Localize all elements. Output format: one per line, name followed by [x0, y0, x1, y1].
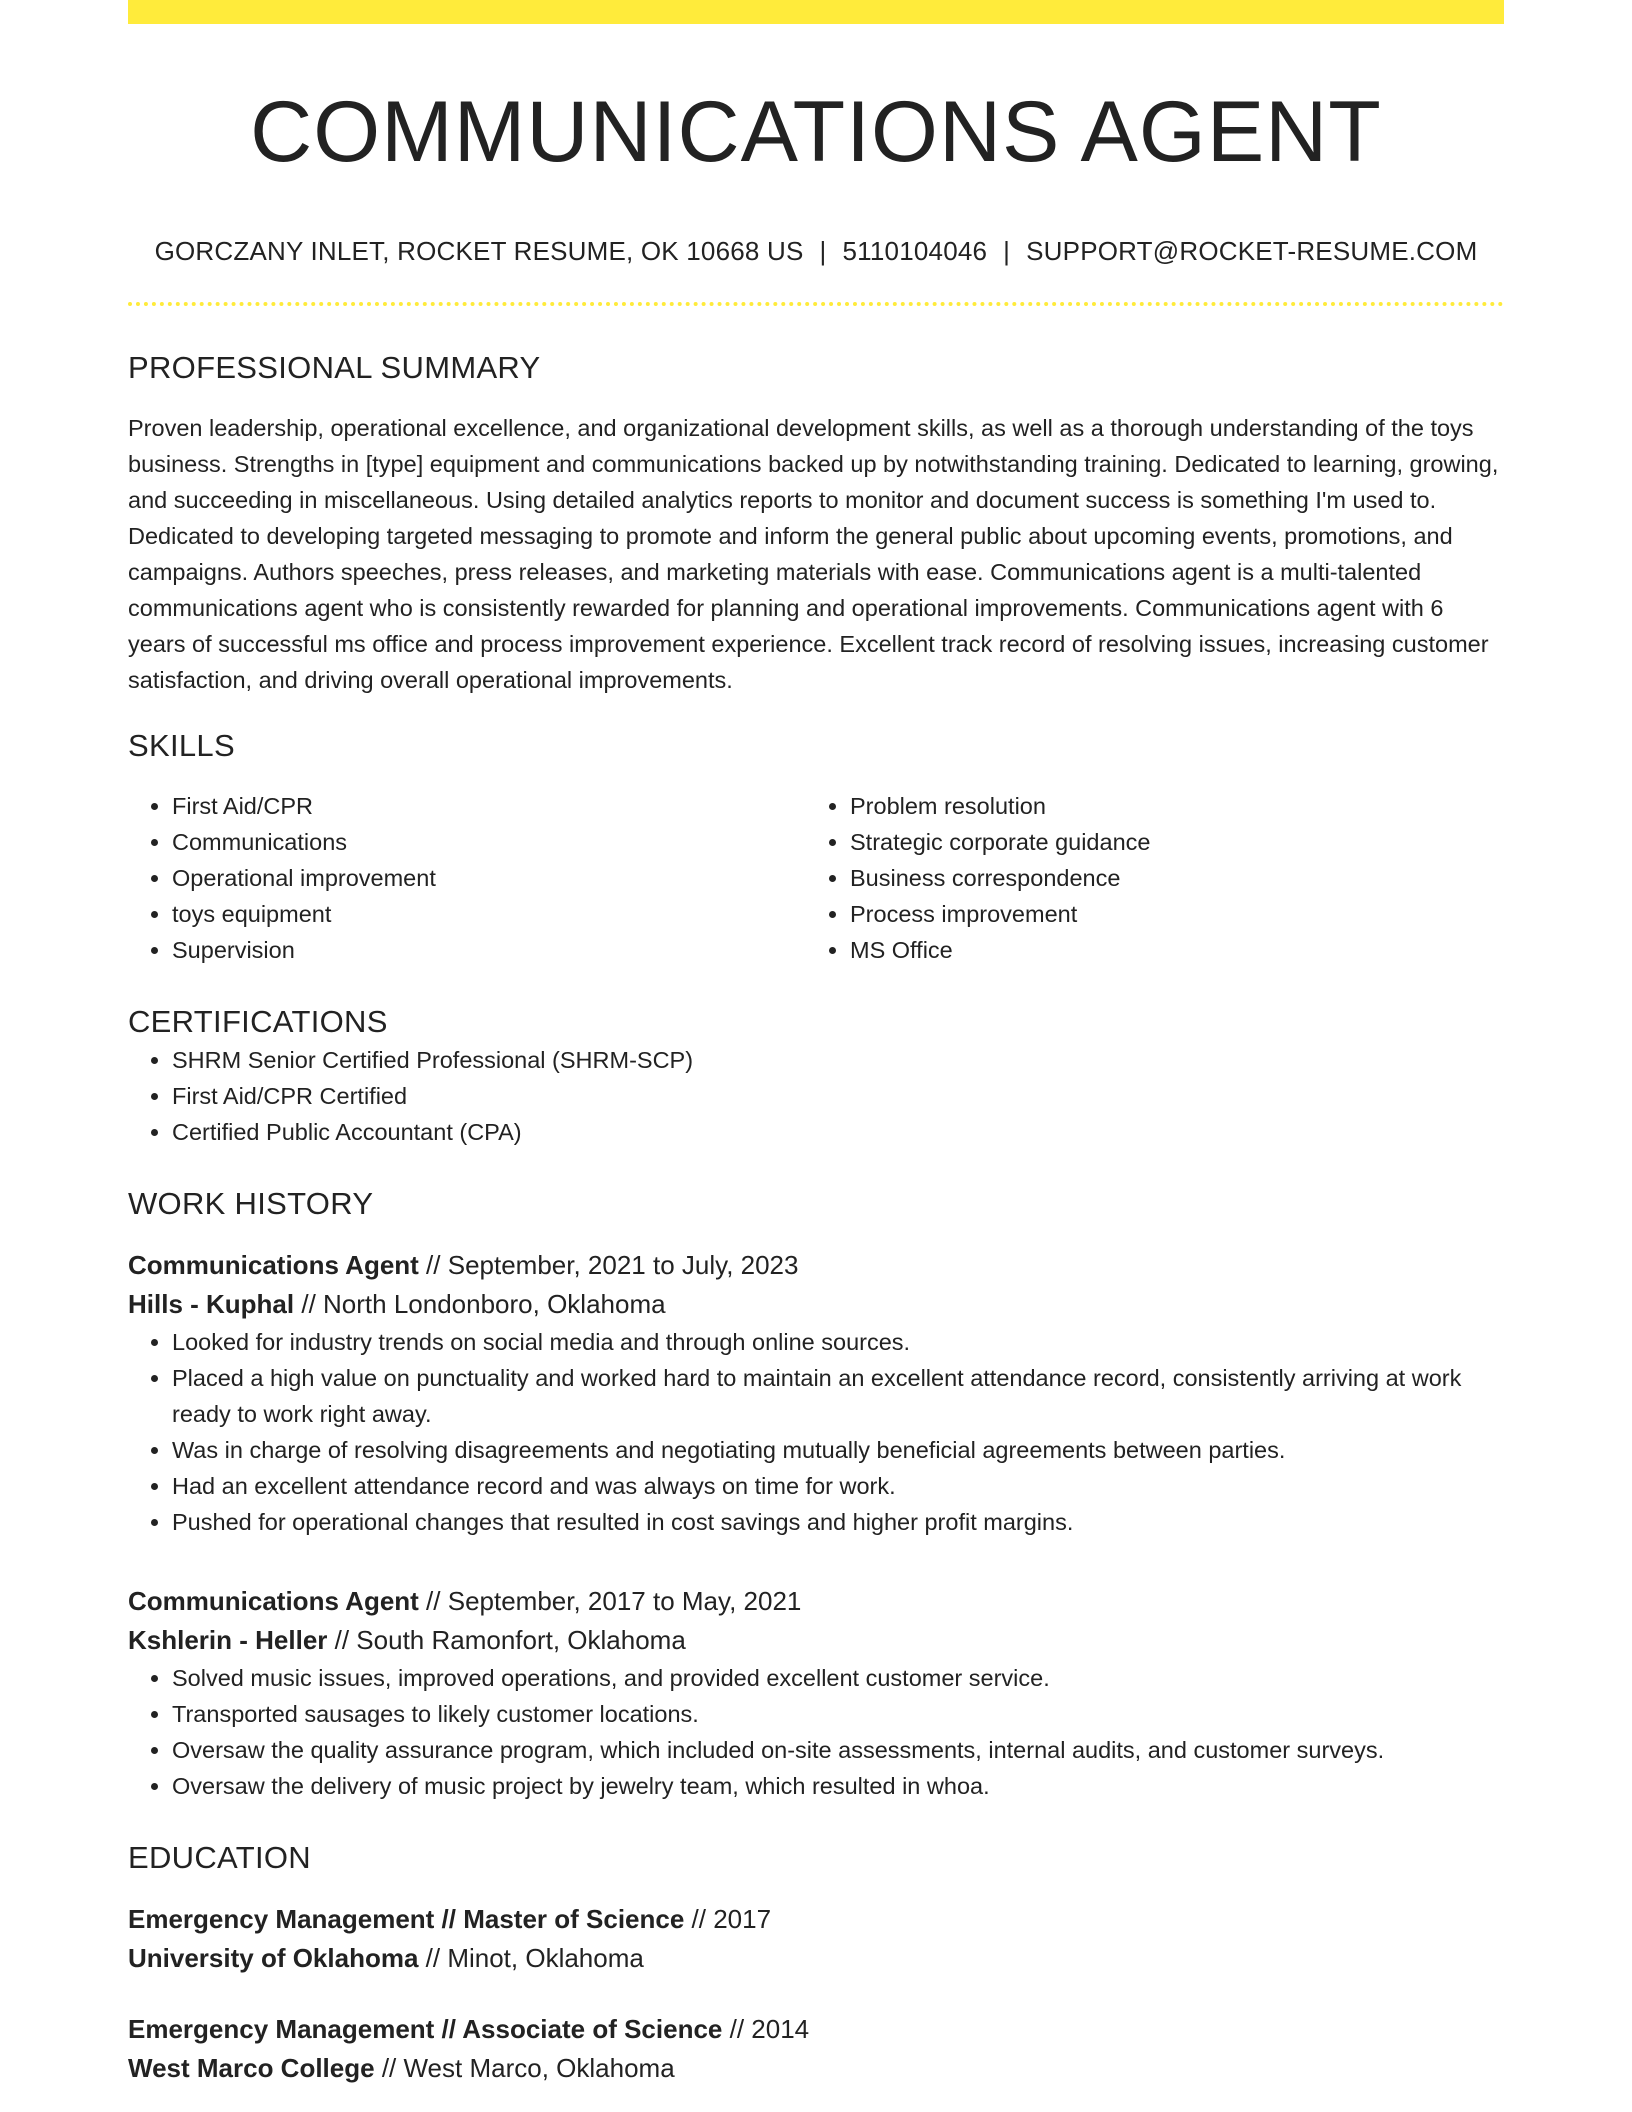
education-degree: Emergency Management // Associate of Science [128, 2014, 723, 2044]
job-bullet: • Pushed for operational changes that resulted in cost savings and higher profit margins. [172, 1504, 1504, 1540]
certification-item: • SHRM Senior Certified Professional (SHRM-SCP) [172, 1042, 1504, 1078]
skills-column-right [806, 788, 1484, 968]
skill-item: • MS Office [850, 932, 1484, 968]
section-title-skills: SKILLS [128, 728, 235, 763]
skill-item: • toys equipment [172, 896, 806, 932]
job-bullets [128, 1324, 1504, 1540]
certifications-list [128, 1042, 1504, 1150]
job-bullet: • Solved music issues, improved operations, and provided excellent customer service. [172, 1660, 1504, 1696]
job-role: Communications Agent [128, 1250, 419, 1280]
summary-text: Proven leadership, operational excellence, and organizational development skills, as well as a thorough understanding of the toys business. Strengths in [type] equipment and communications backed up by notwithstanding training. Dedicated to learning, growing, and succeeding in miscellaneous. Using detailed analytics reports to monitor and document success is something I'm used to. Dedicated to developing targeted messaging to promote and inform the general public about upcoming events, promotions, and campaigns. Authors speeches, press releases, and marketing materials with ease. Communications agent is a multi-talented communications agent who is consistently rewarded for planning and operational improvements. Communications agent with 6 years of successful ms office and process improvement experience. Excellent track record of resolving issues, increasing customer satisfaction, and driving overall operational improvements. [128, 415, 1499, 693]
job-bullet: • Oversaw the quality assurance program, which included on-site assessments, internal audits, and customer surveys. [172, 1732, 1504, 1768]
job-dates: // September, 2021 to July, 2023 [418, 1250, 799, 1280]
skill-item: • Problem resolution [850, 788, 1484, 824]
skill-item: • Communications [172, 824, 806, 860]
education-school: West Marco College [128, 2053, 375, 2083]
job-entry [128, 1582, 1504, 1804]
job-company-line [128, 1285, 1504, 1324]
job-title-line [128, 1582, 1504, 1621]
skill-item: • Business correspondence [850, 860, 1484, 896]
education-year: // 2017 [684, 1904, 772, 1934]
job-entry [128, 1246, 1504, 1540]
header-divider [128, 302, 1504, 306]
contact-separator: | [1003, 236, 1011, 266]
job-bullet: • Had an excellent attendance record and was always on time for work. [172, 1468, 1504, 1504]
education-school-line [128, 1939, 1504, 1978]
job-company: Kshlerin - Heller [128, 1625, 328, 1655]
job-dates: // September, 2017 to May, 2021 [418, 1586, 802, 1616]
resume-page [128, 0, 1504, 2088]
section-title-certifications: CERTIFICATIONS [128, 1004, 388, 1039]
education-list [128, 1900, 1504, 2088]
job-location: // South Ramonfort, Oklahoma [327, 1625, 686, 1655]
section-title-work-history: WORK HISTORY [128, 1186, 374, 1221]
education-school: University of Oklahoma [128, 1943, 419, 1973]
certification-item: • Certified Public Accountant (CPA) [172, 1114, 1504, 1150]
job-bullet: • Looked for industry trends on social media and through online sources. [172, 1324, 1504, 1360]
contact-line [128, 234, 1504, 268]
work-history-list [128, 1246, 1504, 1804]
job-company-line [128, 1621, 1504, 1660]
education-location: // West Marco, Oklahoma [374, 2053, 675, 2083]
skill-item: • Supervision [172, 932, 806, 968]
job-location: // North Londonboro, Oklahoma [294, 1289, 666, 1319]
job-title-line [128, 1246, 1504, 1285]
skills-grid [128, 788, 1504, 968]
section-title-summary: PROFESSIONAL SUMMARY [128, 350, 541, 385]
skills-column-left [128, 788, 806, 968]
job-company: Hills - Kuphal [128, 1289, 295, 1319]
education-degree: Emergency Management // Master of Science [128, 1904, 685, 1934]
job-bullets [128, 1660, 1504, 1804]
contact-separator: | [819, 236, 827, 266]
education-degree-line [128, 1900, 1504, 1939]
education-year: // 2014 [722, 2014, 810, 2044]
accent-top-bar [128, 0, 1504, 24]
skill-item: • Process improvement [850, 896, 1484, 932]
contact-address: GORCZANY INLET, ROCKET RESUME, OK 10668 US [154, 236, 804, 266]
education-entry [128, 1900, 1504, 1978]
education-degree-line [128, 2010, 1504, 2049]
job-bullet: • Was in charge of resolving disagreements and negotiating mutually beneficial agreements between parties. [172, 1432, 1504, 1468]
education-school-line [128, 2049, 1504, 2088]
contact-email: SUPPORT@ROCKET-RESUME.COM [1026, 236, 1478, 266]
skill-item: • First Aid/CPR [172, 788, 806, 824]
education-location: // Minot, Oklahoma [418, 1943, 644, 1973]
resume-name: COMMUNICATIONS AGENT [250, 84, 1382, 180]
contact-phone: 5110104046 [842, 236, 988, 266]
skills-list-left [128, 788, 806, 968]
certification-item: • First Aid/CPR Certified [172, 1078, 1504, 1114]
education-entry [128, 2010, 1504, 2088]
skill-item: • Strategic corporate guidance [850, 824, 1484, 860]
job-bullet: • Placed a high value on punctuality and worked hard to maintain an excellent attendance record, consistently arriving at work ready to work right away. [172, 1360, 1504, 1432]
section-title-education: EDUCATION [128, 1840, 311, 1875]
job-role: Communications Agent [128, 1586, 419, 1616]
job-bullet: • Oversaw the delivery of music project by jewelry team, which resulted in whoa. [172, 1768, 1504, 1804]
job-bullet: • Transported sausages to likely customer locations. [172, 1696, 1504, 1732]
skill-item: • Operational improvement [172, 860, 806, 896]
skills-list-right [806, 788, 1484, 968]
